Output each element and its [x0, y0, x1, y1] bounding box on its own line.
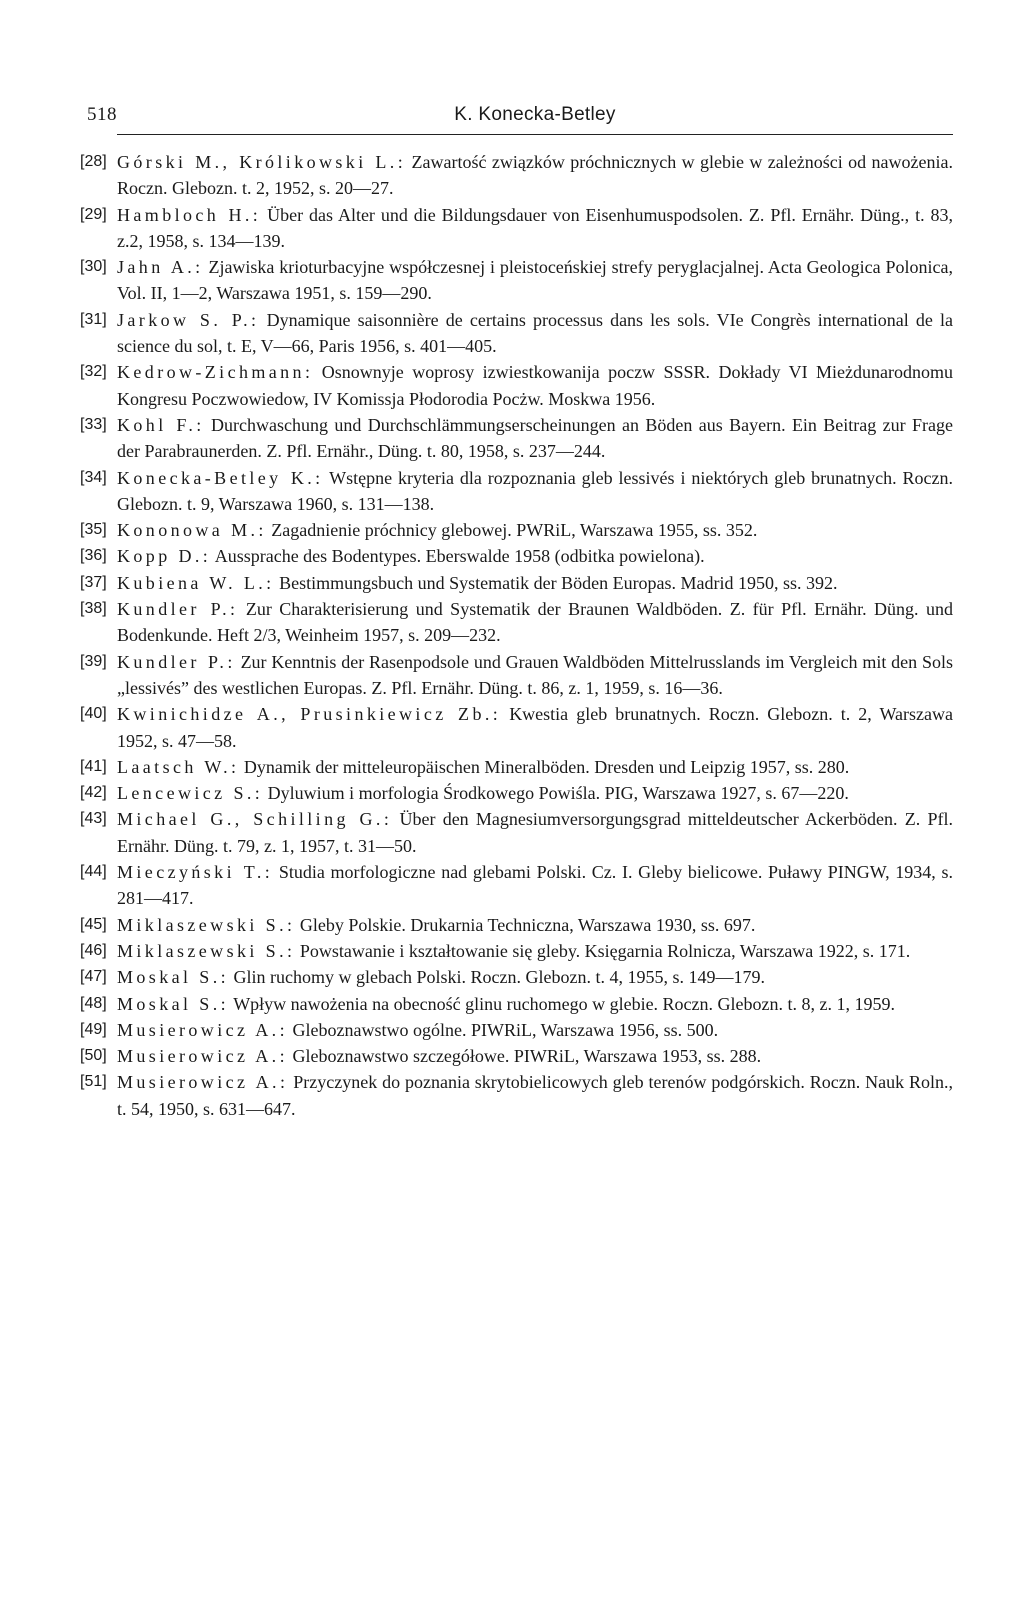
reference-item: [80, 912, 953, 938]
reference-text: Dyluwium i morfologia Środkowego Powiśla. PIG, Warszawa 1927, s. 67—220.: [263, 783, 849, 804]
reference-author: Michael G., Schilling G.:: [117, 809, 393, 830]
page-header: [87, 104, 953, 135]
reference-author: Musierowicz A.:: [117, 1019, 288, 1040]
reference-number: [43]: [80, 810, 107, 828]
reference-text: Dynamik der mitteleuropäischen Mineralböden. Dresden und Leipzig 1957, ss. 280.: [239, 756, 850, 777]
reference-number: [30]: [80, 258, 107, 276]
reference-number: [48]: [80, 994, 107, 1012]
reference-author: Mieczyński T.:: [117, 862, 274, 883]
reference-text: Über das Alter und die Bildungsdauer von Eisenhumuspodsolen. Z. Pfl. Ernähr. Düng., t. 83, z.2, 1958, s. 134—139.: [117, 204, 953, 251]
reference-text: Zur Kenntnis der Rasenpodsole und Grauen Waldböden Mittelrusslands im Vergleich mit den Sols „lessivés” des westlichen Europas. Z. Pfl. Ernähr. Düng. t. 86, z. 1, 1959, s. 16—36.: [117, 651, 953, 698]
reference-item: [80, 806, 953, 859]
reference-author: Miklaszewski S.:: [117, 914, 296, 935]
reference-author: Musierowicz A.:: [117, 1072, 289, 1093]
reference-text: Zawartość związków próchnicznych w glebie w zależności od nawożenia. Roczn. Glebozn. t. 2, 1952, s. 20—27.: [117, 152, 953, 199]
reference-item: [80, 1017, 953, 1043]
reference-number: [31]: [80, 310, 107, 328]
reference-list: [80, 149, 953, 1122]
reference-author: Jahn A.:: [117, 257, 204, 278]
reference-author: Konecka-Betley K.:: [117, 467, 324, 488]
reference-text: Wpływ nawożenia na obecność glinu ruchomego w glebie. Roczn. Glebozn. t. 8, z. 1, 1959.: [229, 993, 896, 1014]
reference-number: [38]: [80, 600, 107, 618]
reference-author: Hambloch H.:: [117, 204, 262, 225]
reference-author: Jarkow S. P.:: [117, 309, 260, 330]
reference-number: [42]: [80, 784, 107, 802]
reference-item: [80, 412, 953, 465]
reference-number: [50]: [80, 1047, 107, 1065]
reference-author: Laatsch W.:: [117, 756, 240, 777]
reference-author: Kundler P.:: [117, 599, 239, 620]
reference-number: [29]: [80, 205, 107, 223]
reference-item: [80, 938, 953, 964]
reference-number: [34]: [80, 468, 107, 486]
reference-item: [80, 543, 953, 569]
reference-author: Musierowicz A.:: [117, 1046, 288, 1067]
reference-text: Gleboznawstwo szczegółowe. PIWRiL, Warszawa 1953, ss. 288.: [287, 1046, 762, 1067]
reference-number: [33]: [80, 415, 107, 433]
reference-item: [80, 1043, 953, 1069]
reference-item: [80, 202, 953, 255]
reference-author: Kohl F.:: [117, 414, 205, 435]
reference-item: [80, 859, 953, 912]
reference-item: [80, 254, 953, 307]
reference-item: [80, 570, 953, 596]
reference-author: Kononowa M.:: [117, 520, 267, 541]
reference-text: Powstawanie i kształtowanie się gleby. Księgarnia Rolnicza, Warszawa 1922, s. 171.: [295, 940, 911, 961]
reference-number: [39]: [80, 652, 107, 670]
reference-number: [35]: [80, 521, 107, 539]
page-number: 518: [87, 104, 117, 125]
reference-text: Aussprache des Bodentypes. Eberswalde 1958 (odbitka powielona).: [211, 546, 705, 567]
reference-item: [80, 596, 953, 649]
reference-item: [80, 359, 953, 412]
reference-number: [45]: [80, 915, 107, 933]
reference-number: [40]: [80, 705, 107, 723]
reference-text: Zur Charakterisierung und Systematik der Braunen Waldböden. Z. für Pfl. Ernähr. Düng. und Bodenkunde. Heft 2/3, Weinheim 1957, s. 209—232.: [117, 599, 953, 646]
reference-number: [36]: [80, 547, 107, 565]
reference-text: Wstępne kryteria dla rozpoznania gleb lessivés i niektórych gleb brunatnych. Roczn. Glebozn. t. 9, Warszawa 1960, s. 131—138.: [117, 467, 953, 514]
reference-item: [80, 780, 953, 806]
reference-text: Durchwaschung und Durchschlämmungserscheinungen an Böden aus Bayern. Ein Beitrag zur Frage der Parabraunerden. Z. Pfl. Ernähr., Düng. t. 80, 1958, s. 237—244.: [117, 414, 953, 462]
reference-item: [80, 517, 953, 543]
reference-text: Przyczynek do poznania skrytobielicowych gleb terenów podgórskich. Roczn. Nauk Roln., t. 54, 1950, s. 631—647.: [117, 1072, 953, 1119]
reference-number: [32]: [80, 363, 107, 381]
reference-number: [44]: [80, 863, 107, 881]
reference-text: Glin ruchomy w glebach Polski. Roczn. Glebozn. t. 4, 1955, s. 149—179.: [229, 967, 765, 988]
reference-item: [80, 754, 953, 780]
reference-number: [28]: [80, 153, 107, 170]
reference-text: Zagadnienie próchnicy glebowej. PWRiL, Warszawa 1955, ss. 352.: [266, 520, 758, 541]
reference-item: [80, 307, 953, 360]
reference-text: Studia morfologiczne nad glebami Polski. Cz. I. Gleby bielicowe. Puławy PINGW, 1934, s. 281—417.: [117, 862, 953, 909]
reference-number: [46]: [80, 941, 107, 959]
reference-item: [80, 649, 953, 702]
reference-text: Dynamique saisonnière de certains processus dans les sols. VIe Congrès international de la science du sol, t. E, V—66, Paris 1956, s. 401—405.: [117, 309, 953, 357]
reference-item: [80, 465, 953, 518]
reference-number: [37]: [80, 573, 107, 591]
reference-author: Kedrow-Zichmann:: [117, 362, 314, 383]
reference-number: [47]: [80, 968, 107, 986]
reference-author: Kubiena W. L.:: [117, 572, 275, 593]
reference-number: [51]: [80, 1073, 107, 1091]
reference-item: [80, 964, 953, 990]
reference-item: [80, 1069, 953, 1122]
reference-number: [41]: [80, 757, 107, 775]
reference-number: [49]: [80, 1020, 107, 1038]
document-page: [80, 104, 953, 1122]
reference-item: [80, 701, 953, 754]
reference-text: Kwestia gleb brunatnych. Roczn. Glebozn. t. 2, Warszawa 1952, s. 47—58.: [117, 704, 953, 751]
reference-item: [80, 149, 953, 202]
reference-text: Gleboznawstwo ogólne. PIWRiL, Warszawa 1956, ss. 500.: [287, 1019, 719, 1040]
reference-author: Moskal S.:: [117, 993, 230, 1014]
reference-text: Gleby Polskie. Drukarnia Techniczna, Warszawa 1930, ss. 697.: [295, 914, 756, 935]
running-title: K. Konecka-Betley: [454, 104, 616, 125]
reference-author: Kwinichidze A., Prusinkiewicz Zb.:: [117, 704, 502, 725]
reference-author: Miklaszewski S.:: [117, 940, 296, 961]
reference-author: Lencewicz S.:: [117, 783, 264, 804]
reference-author: Górski M., Królikowski L.:: [117, 152, 407, 172]
reference-author: Kundler P.:: [117, 651, 236, 672]
reference-author: Moskal S.:: [117, 967, 230, 988]
reference-item: [80, 991, 953, 1017]
reference-text: Über den Magnesiumversorgungsgrad mitteldeutscher Ackerböden. Z. Pfl. Ernähr. Düng. t. 79, z. 1, 1957, t. 31—50.: [117, 809, 953, 856]
reference-author: Kopp D.:: [117, 546, 212, 567]
reference-text: Zjawiska krioturbacyjne współczesnej i pleistoceńskiej strefy peryglacjalnej. Acta Geologica Polonica, Vol. II, 1—2, Warszawa 1951, s. 159—290.: [117, 257, 953, 304]
reference-text: Bestimmungsbuch und Systematik der Böden Europas. Madrid 1950, ss. 392.: [274, 572, 838, 593]
reference-text: Osnownyje woprosy izwiestkowanija poczw SSSR. Dokłady VI Mieżdunarodnomu Kongresu Poczwowiedow, IV Komissja Płodorodia Pocżw. Moskwa 1956.: [117, 362, 953, 409]
